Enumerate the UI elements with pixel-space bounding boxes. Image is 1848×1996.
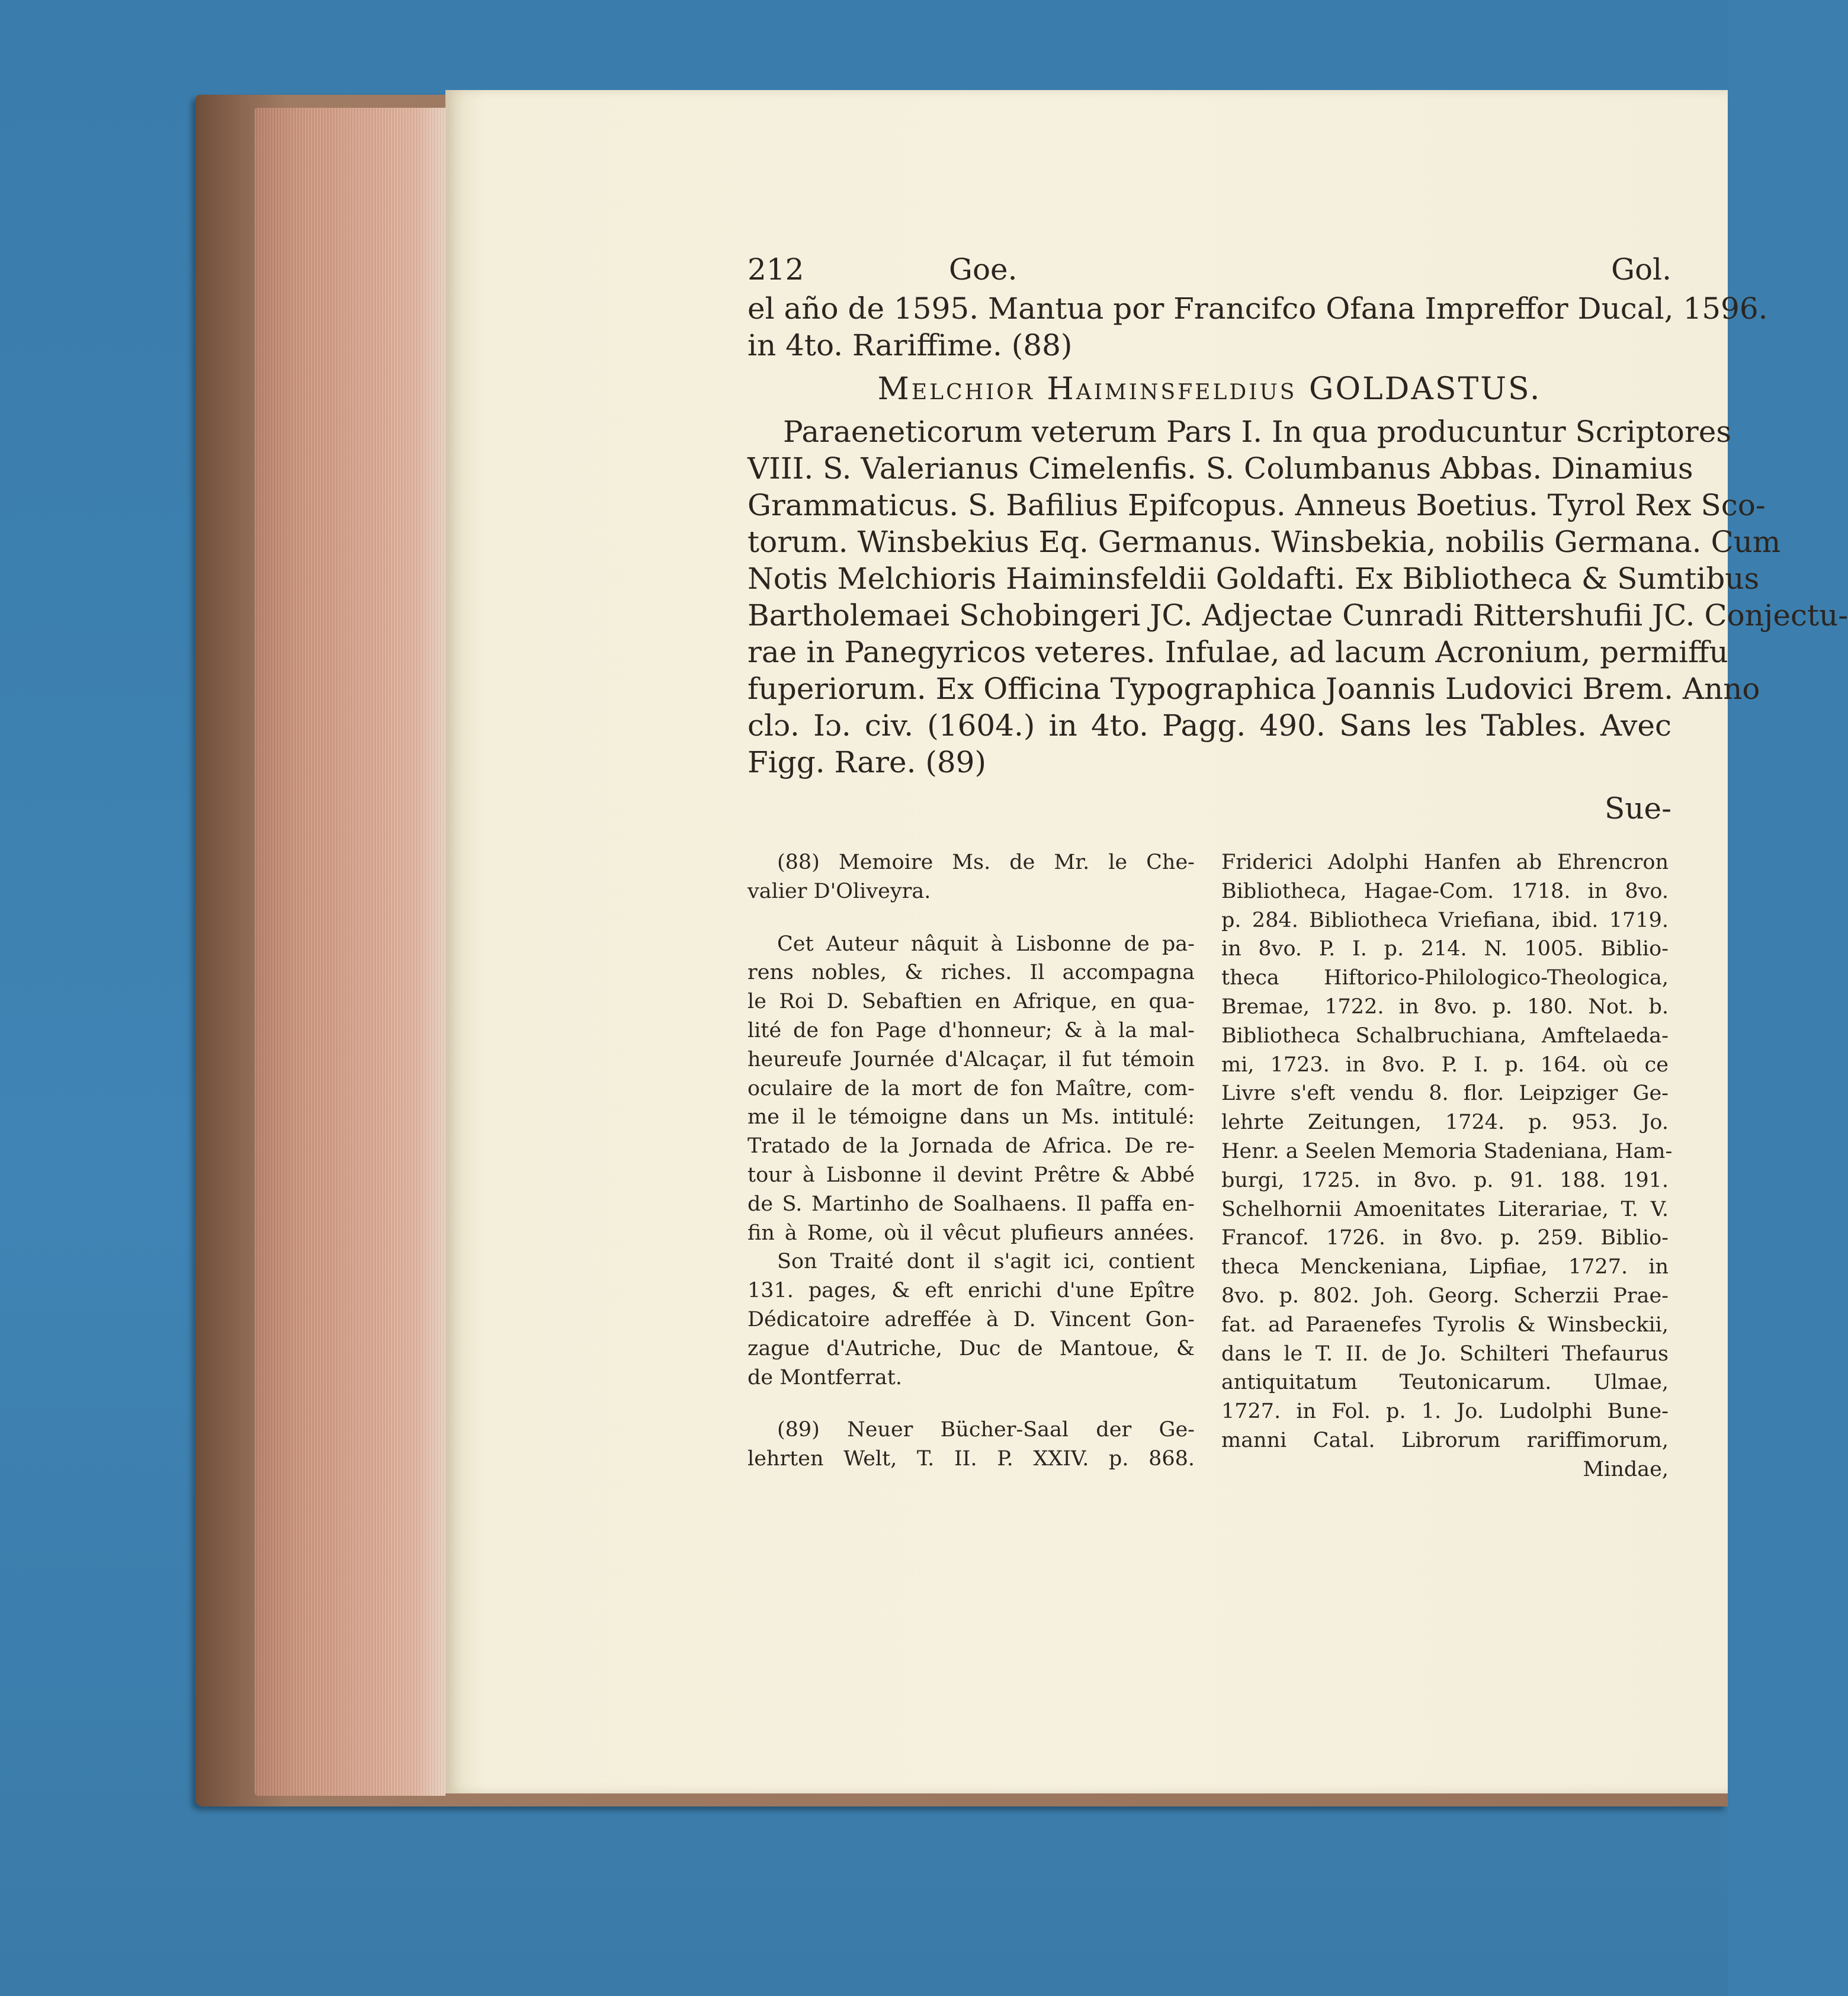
page-number: 212 [747,252,804,287]
text-line: rae in Panegyricos veteres. Infulae, ad lacum Acronium, permiffu [747,635,1728,669]
note-line: zague d'Autriche, Duc de Mantoue, & [747,1336,1195,1360]
note-line: p. 284. Bibliotheca Vriefiana, ibid. 1719. [1221,908,1669,932]
text-line: el año de 1595. Mantua por Francifco Ofana Impreffor Ducal, 1596. [747,291,1768,326]
footnote-column-left [747,848,1195,1474]
note-line: fat. ad Paraenefes Tyrolis & Winsbeckii, [1221,1313,1669,1337]
running-head-center: Goe. [949,252,1018,287]
text-line: torum. Winsbekius Eq. Germanus. Winsbekia, nobilis Germana. Cum [747,525,1781,559]
note-line: Bibliotheca, Hagae-Com. 1718. in 8vo. [1221,879,1669,903]
note-line: Friderici Adolphi Hanfen ab Ehrencron [1221,851,1669,874]
text-line: VIII. S. Valerianus Cimelenfis. S. Columbanus Abbas. Dinamius [747,451,1693,486]
note-line: Son Traité dont il s'agit ici, contient [777,1250,1195,1274]
author-heading [747,367,1671,411]
note-line: lité de fon Page d'honneur; & à la mal- [747,1018,1195,1042]
footnote-column-right [1221,848,1673,1484]
note-line: Francof. 1726. in 8vo. p. 259. Biblio- [1221,1226,1669,1250]
author-surname: GOLDASTUS. [1308,371,1542,407]
note-line: (88) Memoire Ms. de Mr. le Che- [777,851,1195,874]
note-line: heureufe Journée d'Alcaçar, il fut témoin [747,1047,1195,1071]
note-line: theca Hiftorico-Philologico-Theologica, [1221,966,1669,990]
note-line: dans le T. II. de Jo. Schilteri Thefaurus [1221,1342,1669,1366]
note-line: theca Menckeniana, Lipfiae, 1727. in [1221,1255,1669,1279]
note-line: 8vo. p. 802. Joh. Georg. Scherzii Prae- [1221,1283,1669,1308]
note-line: mi, 1723. in 8vo. P. I. p. 164. où ce [1221,1052,1669,1077]
note-line: me il le témoigne dans un Ms. intitulé: [747,1105,1195,1129]
note-line: Livre s'eft vendu 8. flor. Leipziger Ge- [1221,1082,1669,1106]
main-text-block [747,249,1848,828]
note-line: Tratado de la Jornada de Africa. De re- [747,1134,1195,1159]
note-line: de Montferrat. [747,1365,902,1390]
note-line: Schelhornii Amoenitates Literariae, T. V. [1221,1197,1669,1221]
note-line: (89) Neuer Bücher-Saal der Ge- [777,1418,1195,1442]
note-line: lehrten Welt, T. II. P. XXIV. p. 868. [747,1447,1195,1471]
note-line: 1727. in Fol. p. 1. Jo. Ludolphi Bune- [1221,1400,1669,1424]
text-line: Grammaticus. S. Bafilius Epifcopus. Anneus Boetius. Tyrol Rex Sco- [747,488,1766,522]
note-line: Cet Auteur nâquit à Lisbonne de pa- [777,932,1195,956]
running-head [747,249,1671,290]
text-line: in 4to. Rariffime. (88) [747,328,1073,362]
author-given-names: Melchior Haiminsfeldius [877,371,1297,407]
page-edges [255,108,445,1796]
note-line: oculaire de la mort de fon Maître, com- [747,1076,1195,1100]
note-line: Henr. a Seelen Memoria Stadeniana, Ham- [1221,1139,1673,1163]
text-line: Paraeneticorum veterum Pars I. In qua producuntur Scriptores [783,415,1732,449]
note-line: fin à Rome, où il vêcut plufieurs années. [747,1221,1195,1245]
text-line: Figg. Rare. (89) [747,745,987,779]
note-line: in 8vo. P. I. p. 214. N. 1005. Biblio- [1221,937,1669,961]
note-line: le Roi D. Sebaftien en Afrique, en qua- [747,990,1195,1014]
note-line: rens nobles, & riches. Il accompagna [747,961,1195,985]
catchword: Mindae, [1583,1457,1669,1481]
note-line: burgi, 1725. in 8vo. p. 91. 188. 191. [1221,1168,1669,1192]
note-line: antiquitatum Teutonicarum. Ulmae, [1221,1371,1669,1395]
note-line: Bremae, 1722. in 8vo. p. 180. Not. b. [1221,994,1669,1019]
note-line: manni Catal. Librorum rariffimorum, [1221,1428,1669,1452]
catchword: Sue- [1605,791,1671,826]
text-line: Bartholemaei Schobingeri JC. Adjectae Cunradi Rittershufii JC. Conjectu- [747,598,1848,633]
note-line: 131. pages, & eft enrichi d'une Epître [747,1279,1195,1303]
note-line: Dédicatoire adreffée à D. Vincent Gon- [747,1307,1195,1331]
text-line: clɔ. Iɔ. civ. (1604.) in 4to. Pagg. 490. Sans les Tables. Avec [747,708,1671,743]
text-line: Notis Melchioris Haiminsfeldii Goldafti. Ex Bibliotheca & Sumtibus [747,561,1760,596]
note-line: Bibliotheca Schalbruchiana, Amftelaeda- [1221,1023,1669,1048]
note-line: de S. Martinho de Soalhaens. Il paffa en- [747,1192,1195,1216]
note-line: lehrte Zeitungen, 1724. p. 953. Jo. [1221,1111,1669,1135]
running-head-right: Gol. [1611,252,1671,287]
text-line: fuperiorum. Ex Officina Typographica Joannis Ludovici Brem. Anno [747,672,1760,706]
note-line: valier D'Oliveyra. [747,879,931,903]
note-line: tour à Lisbonne il devint Prêtre & Abbé [747,1163,1195,1187]
